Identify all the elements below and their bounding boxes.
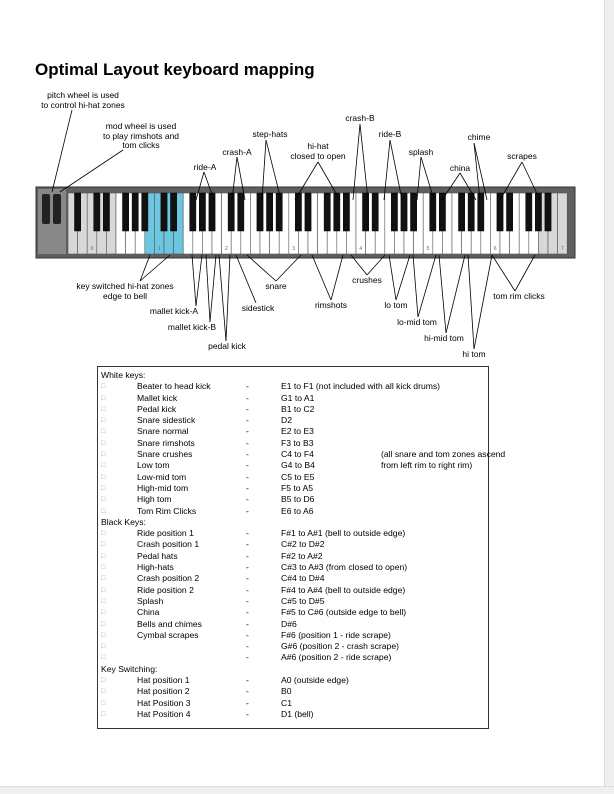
drum-name: Hat position 2 [137, 686, 190, 697]
table-row [101, 505, 314, 517]
placeholder-glyph: □ [101, 530, 106, 538]
dash: - [246, 686, 249, 697]
key-range: G#6 (position 2 - crash scrape) [281, 641, 399, 652]
callout-line [276, 255, 301, 281]
callout-line [312, 255, 331, 300]
label-rimshots: rimshots [314, 300, 348, 310]
placeholder-glyph: □ [101, 631, 106, 639]
table-row [101, 426, 314, 437]
black-key [276, 193, 282, 231]
octave-number: 5 [426, 246, 430, 252]
label-lo-mid-tom: lo-mid tom [397, 317, 437, 327]
table-row [101, 392, 315, 404]
table-section-header [101, 370, 157, 381]
callout-line [413, 255, 418, 317]
placeholder-glyph: □ [101, 462, 106, 470]
key-range: C#3 to A#3 (from closed to open) [281, 562, 408, 573]
black-key [459, 193, 465, 231]
black-key [343, 193, 349, 231]
table-row [101, 437, 314, 449]
label-key-switched: key switched hi-hat zones edge to bell [76, 281, 174, 301]
callout-line [474, 255, 492, 349]
dash: - [246, 629, 249, 640]
dash: - [246, 426, 249, 437]
drum-name: Tom Rim Clicks [137, 505, 197, 516]
octave-number: 4 [359, 246, 363, 252]
key-range: G1 to A1 [281, 392, 315, 403]
table-row [101, 629, 391, 641]
label-hihat-open: hi-hat closed to open [290, 141, 346, 161]
white-key [558, 193, 568, 254]
placeholder-glyph: □ [101, 677, 106, 685]
callout-line [396, 255, 410, 300]
dash: - [246, 539, 249, 550]
callout-line [236, 255, 256, 303]
dash: - [246, 449, 249, 460]
drum-name: High-hats [137, 562, 174, 573]
label-mod-wheel: mod wheel is used to play rimshots and tom clicks [102, 121, 180, 150]
octave-number: 1 [157, 246, 161, 252]
octave-number: 7 [561, 246, 564, 252]
table-row [101, 403, 315, 415]
label-scrapes: scrapes [507, 151, 537, 161]
key-range: F#5 to C#6 (outside edge to bell) [281, 607, 407, 618]
callout-line [140, 255, 170, 281]
label-sidestick: sidestick [241, 303, 275, 313]
octave-number: 2 [225, 246, 228, 252]
label-pedal-kick: pedal kick [208, 341, 246, 351]
drum-name: Snare crushes [137, 449, 193, 460]
placeholder-glyph: □ [101, 451, 106, 459]
label-ride-b: ride-B [378, 129, 402, 139]
range-note: (all snare and tom zones ascend [381, 449, 506, 460]
black-key [75, 193, 81, 231]
dash: - [246, 392, 249, 403]
callout-line [515, 255, 535, 291]
drum-name: Ride position 1 [137, 528, 194, 539]
placeholder-glyph: □ [101, 575, 106, 583]
dash: - [246, 460, 249, 471]
black-key [497, 193, 503, 231]
page-edge-right [604, 0, 614, 793]
key-range: F#4 to A#4 (bell to outside edge) [281, 584, 406, 595]
table-row [101, 595, 325, 607]
black-key [507, 193, 513, 231]
dash: - [246, 697, 249, 708]
black-key [209, 193, 215, 231]
keyboard-diagram [0, 0, 604, 370]
black-key [411, 193, 417, 231]
section-label: Key Switching: [101, 663, 158, 674]
label-step-hats: step-hats [252, 129, 288, 139]
callout-line [468, 255, 474, 349]
drum-name: Crash position 1 [137, 539, 200, 550]
key-range: F3 to B3 [281, 437, 314, 448]
drum-name: Low tom [137, 460, 170, 471]
table-section-header [101, 517, 157, 528]
drum-name: Crash position 2 [137, 573, 200, 584]
table-row [101, 482, 314, 494]
placeholder-glyph: □ [101, 586, 106, 594]
key-range: A0 (outside edge) [281, 675, 349, 686]
label-mallet-kick-b: mallet kick-B [167, 322, 217, 332]
placeholder-glyph: □ [101, 552, 106, 560]
section-label: Black Keys: [101, 516, 146, 527]
placeholder-glyph: □ [101, 541, 106, 549]
dash: - [246, 403, 249, 414]
table-row [101, 460, 473, 471]
label-chime: chime [467, 132, 491, 142]
key-range: C#5 to D#5 [281, 595, 325, 606]
drum-name: Low-mid tom [137, 471, 187, 482]
callout-line [52, 110, 72, 192]
placeholder-glyph: □ [101, 710, 106, 718]
table-row [101, 539, 325, 550]
callout-line [418, 255, 436, 317]
table-row [101, 449, 506, 460]
placeholder-glyph: □ [101, 597, 106, 605]
black-key [526, 193, 532, 231]
octave-number: 6 [493, 246, 497, 252]
black-key [324, 193, 330, 231]
drum-name: Snare sidestick [137, 415, 196, 426]
dash: - [246, 415, 249, 426]
table-row [101, 697, 292, 709]
placeholder-glyph: □ [101, 496, 106, 504]
table-row [101, 562, 408, 573]
key-range: E6 to A6 [281, 505, 314, 516]
label-crash-b: crash-B [345, 113, 375, 123]
black-key [103, 193, 109, 231]
label-splash: splash [408, 147, 434, 157]
table-row [101, 675, 349, 686]
callout-line [210, 255, 216, 322]
placeholder-glyph: □ [101, 507, 106, 515]
table-row [101, 607, 407, 618]
label-crushes: crushes [352, 275, 382, 285]
drum-name: Hat Position 3 [137, 697, 191, 708]
dash: - [246, 562, 249, 573]
callout-line [331, 255, 343, 300]
drum-name: High tom [137, 494, 172, 505]
table-row [101, 652, 392, 663]
key-range: C#4 to D#4 [281, 573, 325, 584]
dash: - [246, 381, 249, 392]
drum-name: Pedal kick [137, 403, 177, 414]
callout-line [226, 255, 230, 341]
key-range: E2 to E3 [281, 426, 314, 437]
table-section-header [101, 664, 157, 675]
dash: - [246, 618, 249, 629]
key-range: E1 to F1 (not included with all kick drums) [281, 381, 441, 392]
key-range: C1 [281, 697, 292, 708]
key-range: F#1 to A#1 (bell to outside edge) [281, 528, 406, 539]
key-range: F#2 to A#2 [281, 550, 323, 561]
drum-name: Snare rimshots [137, 437, 195, 448]
placeholder-glyph: □ [101, 383, 106, 391]
table-row [101, 618, 297, 630]
placeholder-glyph: □ [101, 564, 106, 572]
black-key [132, 193, 138, 231]
table-row [101, 641, 399, 652]
callout-line [389, 255, 396, 300]
drum-name: Bells and chimes [137, 618, 202, 629]
callout-line [196, 255, 202, 306]
drum-name: Beater to head kick [137, 381, 211, 392]
mod-wheel [53, 194, 61, 224]
callout-line [247, 255, 276, 281]
placeholder-glyph: □ [101, 473, 106, 481]
callout-line [439, 255, 446, 333]
drum-name: Ride position 2 [137, 584, 194, 595]
black-key [238, 193, 244, 231]
black-key [228, 193, 234, 231]
key-range: D#6 [281, 618, 297, 629]
dash: - [246, 482, 249, 493]
dash: - [246, 584, 249, 595]
key-range: B1 to C2 [281, 403, 315, 414]
octave-number: 0 [90, 246, 94, 252]
label-snare: snare [265, 281, 287, 291]
placeholder-glyph: □ [101, 688, 106, 696]
key-range: D2 [281, 415, 292, 426]
table-row [101, 494, 315, 505]
placeholder-glyph: □ [101, 699, 106, 707]
table-row [101, 686, 292, 697]
callout-line [192, 255, 196, 306]
key-range: B5 to D6 [281, 494, 315, 505]
page-title: Optimal Layout keyboard mapping [35, 60, 315, 79]
black-key [305, 193, 311, 231]
dash: - [246, 528, 249, 539]
label-china: china [449, 163, 471, 173]
dash: - [246, 505, 249, 516]
black-key [267, 193, 273, 231]
drum-name: Hat Position 4 [137, 708, 191, 719]
label-lo-tom: lo tom [384, 300, 408, 310]
range-note: from left rim to right rim) [381, 460, 473, 471]
black-key [142, 193, 148, 231]
table-row [101, 573, 325, 584]
dash: - [246, 641, 249, 652]
key-range: G4 to B4 [281, 460, 315, 471]
callout-line [492, 255, 515, 291]
placeholder-glyph: □ [101, 439, 106, 447]
label-pitch-wheel: pitch wheel is used to control hi-hat zones [41, 90, 125, 110]
table-row [101, 584, 406, 596]
mapping-table [101, 370, 506, 720]
key-range: C4 to F4 [281, 449, 314, 460]
drum-name: High-mid tom [137, 482, 189, 493]
black-key [94, 193, 100, 231]
table-row [101, 471, 315, 483]
key-range: A#6 (position 2 - ride scrape) [281, 652, 392, 663]
placeholder-glyph: □ [101, 620, 106, 628]
table-row [101, 550, 323, 562]
label-tom-rim-clicks: tom rim clicks [493, 291, 545, 301]
placeholder-glyph: □ [101, 428, 106, 436]
dash: - [246, 595, 249, 606]
dash: - [246, 573, 249, 584]
placeholder-glyph: □ [101, 654, 106, 662]
key-range: D1 (bell) [281, 708, 314, 719]
key-range: F5 to A5 [281, 482, 314, 493]
callout-line [219, 255, 226, 341]
drum-name: Pedal hats [137, 550, 178, 561]
dash: - [246, 708, 249, 719]
black-key [199, 193, 205, 231]
placeholder-glyph: □ [101, 394, 106, 402]
callout-line [60, 150, 123, 192]
drum-name: Snare normal [137, 426, 189, 437]
label-hi-tom: hi tom [462, 349, 486, 359]
key-range: F#6 (position 1 - ride scrape) [281, 629, 391, 640]
table-row [101, 528, 406, 539]
label-mallet-kick-a: mallet kick-A [149, 306, 199, 316]
callout-line [206, 255, 210, 322]
key-range: C5 to E5 [281, 471, 315, 482]
drum-name: Hat position 1 [137, 675, 190, 686]
dash: - [246, 652, 249, 663]
label-hi-mid-tom: hi-mid tom [424, 333, 464, 343]
black-key [123, 193, 129, 231]
placeholder-glyph: □ [101, 484, 106, 492]
dash: - [246, 494, 249, 505]
table-row [101, 381, 441, 392]
black-key [372, 193, 378, 231]
drum-name: Cymbal scrapes [137, 629, 199, 640]
black-key [171, 193, 177, 231]
dash: - [246, 471, 249, 482]
octave-number: 3 [292, 246, 295, 252]
black-key [430, 193, 436, 231]
label-ride-a: ride-A [193, 162, 217, 172]
dash: - [246, 550, 249, 561]
black-key [468, 193, 474, 231]
placeholder-glyph: □ [101, 609, 106, 617]
black-key [535, 193, 541, 231]
drum-name: Mallet kick [137, 392, 178, 403]
placeholder-glyph: □ [101, 405, 106, 413]
drum-name: China [137, 607, 160, 618]
dash: - [246, 607, 249, 618]
dash: - [246, 437, 249, 448]
black-key [391, 193, 397, 231]
table-row [101, 415, 292, 426]
callout-line [446, 255, 465, 333]
black-key [190, 193, 196, 231]
black-key [161, 193, 167, 231]
placeholder-glyph: □ [101, 417, 106, 425]
dash: - [246, 675, 249, 686]
key-range: B0 [281, 686, 292, 697]
black-key [478, 193, 484, 231]
placeholder-glyph: □ [101, 643, 106, 651]
section-label: White keys: [101, 370, 146, 380]
pitch-wheel [42, 194, 50, 224]
table-row [101, 708, 314, 720]
black-key [545, 193, 551, 231]
key-range: C#2 to D#2 [281, 539, 325, 550]
label-crash-a: crash-A [222, 147, 252, 157]
drum-name: Splash [137, 595, 164, 606]
